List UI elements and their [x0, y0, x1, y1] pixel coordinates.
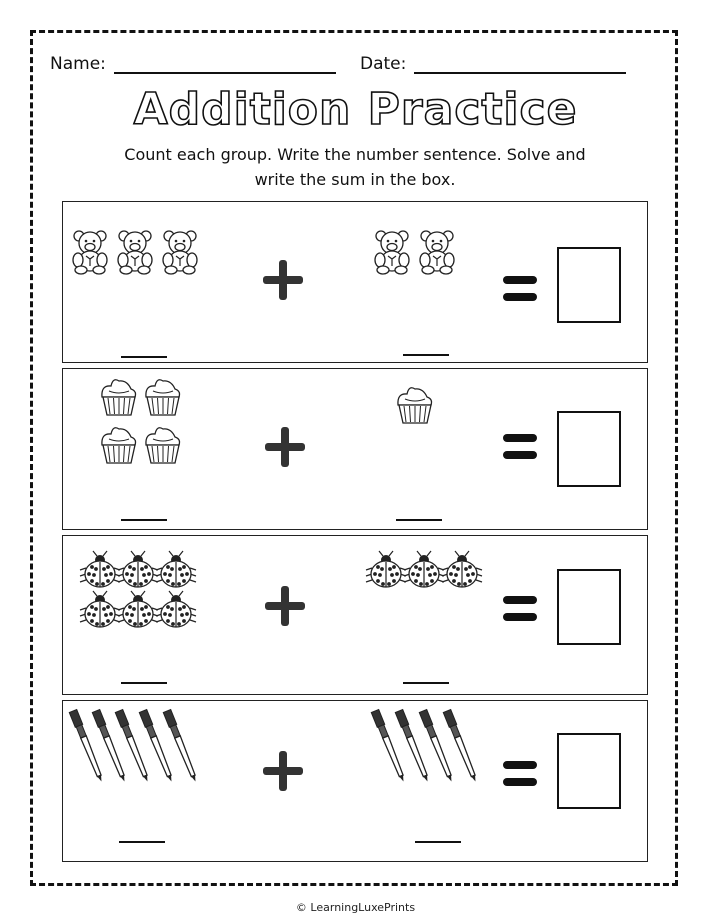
plus-sign: [265, 586, 305, 626]
ladybug-icon: [442, 551, 482, 587]
instructions-line-1: Count each group. Write the number sentence. Solve and: [124, 145, 586, 164]
problem-row-1: [62, 201, 648, 363]
cupcake-icon: [146, 380, 180, 415]
problem-row-2: [62, 368, 648, 530]
teddy-bear-icon: [163, 231, 197, 274]
ladybug-group-right: [367, 544, 482, 589]
name-label: Name:: [50, 54, 106, 74]
ladybug-icon: [118, 591, 158, 627]
ladybug-icon: [156, 551, 196, 587]
teddy-bear-icon: [420, 231, 454, 274]
ladybug-icon: [80, 591, 120, 627]
addend-blank-left[interactable]: [119, 841, 165, 843]
addend-blank-left[interactable]: [121, 682, 167, 684]
plus-sign: [265, 427, 305, 467]
ladybug-icon: [156, 591, 196, 627]
instructions: [90, 142, 620, 192]
teddy-bear-group-right: [375, 226, 465, 276]
equals-sign: [503, 434, 537, 460]
name-field: [50, 52, 336, 74]
addend-blank-left[interactable]: [121, 356, 167, 358]
name-line[interactable]: [114, 52, 336, 74]
plus-sign: [263, 260, 303, 300]
plus-sign: [263, 751, 303, 791]
problem-row-4: [62, 700, 648, 862]
teddy-bear-icon: [73, 231, 107, 274]
teddy-bear-icon: [118, 231, 152, 274]
equals-sign: [503, 761, 537, 787]
ladybug-icon: [80, 551, 120, 587]
teddy-bear-group-left: [73, 226, 203, 276]
cupcake-icon: [146, 428, 180, 463]
problem-row-3: [62, 535, 648, 695]
page-title: Addition Practice: [133, 84, 578, 135]
cupcake-group-left: [99, 375, 189, 475]
teddy-bear-icon: [375, 231, 409, 274]
addend-blank-right[interactable]: [396, 519, 442, 521]
instructions-line-2: write the sum in the box.: [254, 170, 456, 189]
date-label: Date:: [360, 54, 407, 74]
equals-sign: [503, 596, 537, 622]
date-line[interactable]: [414, 52, 626, 74]
answer-box[interactable]: [557, 733, 621, 809]
equals-sign: [503, 276, 537, 302]
cupcake-icon: [102, 380, 136, 415]
ladybug-icon: [404, 551, 444, 587]
ladybug-icon: [366, 551, 406, 587]
cupcake-group-right: [395, 385, 440, 435]
addend-blank-right[interactable]: [403, 354, 449, 356]
addend-blank-right[interactable]: [415, 841, 461, 843]
cupcake-icon: [398, 388, 432, 423]
date-field: [360, 52, 626, 74]
answer-box[interactable]: [557, 247, 621, 323]
marker-group-right: [369, 705, 479, 785]
marker-group-left: [65, 705, 200, 785]
ladybug-icon: [118, 551, 158, 587]
ladybug-group-left: [81, 544, 196, 629]
copyright-footer: © LearningLuxePrints: [295, 901, 416, 914]
answer-box[interactable]: [557, 569, 621, 645]
addend-blank-left[interactable]: [121, 519, 167, 521]
cupcake-icon: [102, 428, 136, 463]
answer-box[interactable]: [557, 411, 621, 487]
addend-blank-right[interactable]: [403, 682, 449, 684]
